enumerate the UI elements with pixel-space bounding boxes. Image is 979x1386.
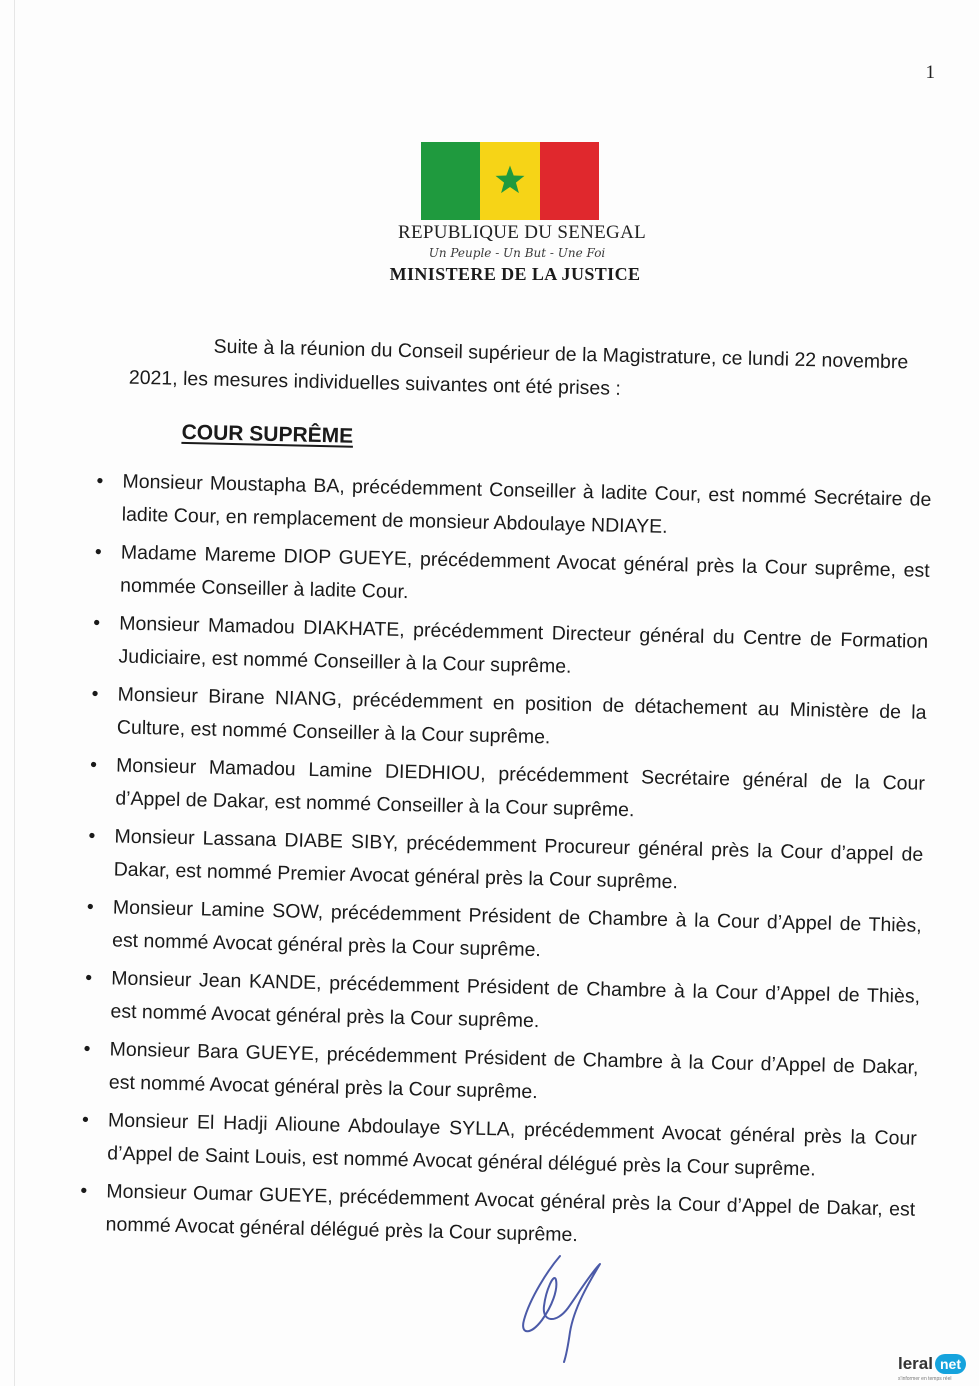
- list-item: • Monsieur Oumar GUEYE, précédemment Avocat général près la Cour d’Appel de Dakar, est nommé Avocat général délégué près la Cour suprême.: [79, 1175, 915, 1260]
- list-item: • Monsieur Moustapha BA, précédemment Conseiller à ladite Cour, est nommé Secrétaire de ladite Cour, en remplacement de monsieur Abdoulaye NDIAYE.: [95, 465, 931, 550]
- list-item: • Monsieur Lamine SOW, précédemment Président de Chambre à la Cour d’Appel de Thiès, est nommé Avocat général près la Cour suprême.: [86, 891, 922, 976]
- appointments-list: [79, 465, 931, 1260]
- flag-green-band: [421, 142, 480, 220]
- logo-brand: leral: [898, 1354, 933, 1373]
- document-body: [79, 328, 935, 1265]
- senegal-flag: [421, 142, 599, 220]
- section-title: COUR SUPRÊME: [181, 420, 354, 448]
- logo-badge: net: [935, 1354, 966, 1374]
- list-item: • Monsieur Bara GUEYE, précédemment Président de Chambre à la Cour d’Appel de Dakar, est nommé Avocat général près la Cour suprême.: [83, 1033, 919, 1118]
- list-item: • Monsieur Birane NIANG, précédemment en position de détachement au Ministère de la Culture, est nommé Conseiller à la Cour suprême.: [91, 678, 927, 763]
- page-number: 1: [925, 62, 935, 83]
- flag-yellow-band: [480, 142, 539, 220]
- logo-tagline: s'informer en temps réel: [898, 1376, 952, 1382]
- list-item: • Monsieur Jean KANDE, précédemment Président de Chambre à la Cour d’Appel de Thiès, est nommé Avocat général près la Cour suprême.: [84, 962, 920, 1047]
- document-header: [300, 222, 720, 285]
- national-motto: Un Peuple - Un But - Une Foi: [428, 246, 606, 260]
- scan-edge: [14, 0, 15, 1386]
- star-icon: [493, 163, 527, 197]
- intro-paragraph: Suite à la réunion du Conseil supérieur de la Magistrature, ce lundi 22 novembre 2021, les mesures individuelles suivantes ont été prises :: [128, 335, 909, 400]
- list-item: • Monsieur El Hadji Alioune Abdoulaye SYLLA, précédemment Avocat général près la Cour d’Appel de Saint Louis, est nommé Avocat général délégué près la Cour suprême.: [81, 1104, 917, 1189]
- flag-red-band: [540, 142, 599, 220]
- ministry-name: MINISTERE DE LA JUSTICE: [389, 264, 641, 284]
- list-item: • Monsieur Lassana DIABE SIBY, précédemment Procureur général près la Cour d’appel de Dakar, est nommé Premier Avocat général près la Cour suprême.: [87, 820, 923, 905]
- list-item: • Monsieur Mamadou DIAKHATE, précédemment Directeur général du Centre de Formation Judiciaire, est nommé Conseiller à la Cour suprême.: [92, 607, 928, 692]
- list-item: • Monsieur Mamadou Lamine DIEDHIOU, précédemment Secrétaire général de la Cour d’Appel de Dakar, est nommé Conseiller à la Cour suprême.: [89, 749, 925, 834]
- leralnet-logo: [898, 1354, 966, 1374]
- signature: [508, 1250, 618, 1366]
- list-item: • Madame Mareme DIOP GUEYE, précédemment Avocat général près la Cour suprême, est nommée Conseiller à ladite Cour.: [94, 536, 930, 621]
- country-name: REPUBLIQUE DU SENEGAL: [397, 222, 646, 243]
